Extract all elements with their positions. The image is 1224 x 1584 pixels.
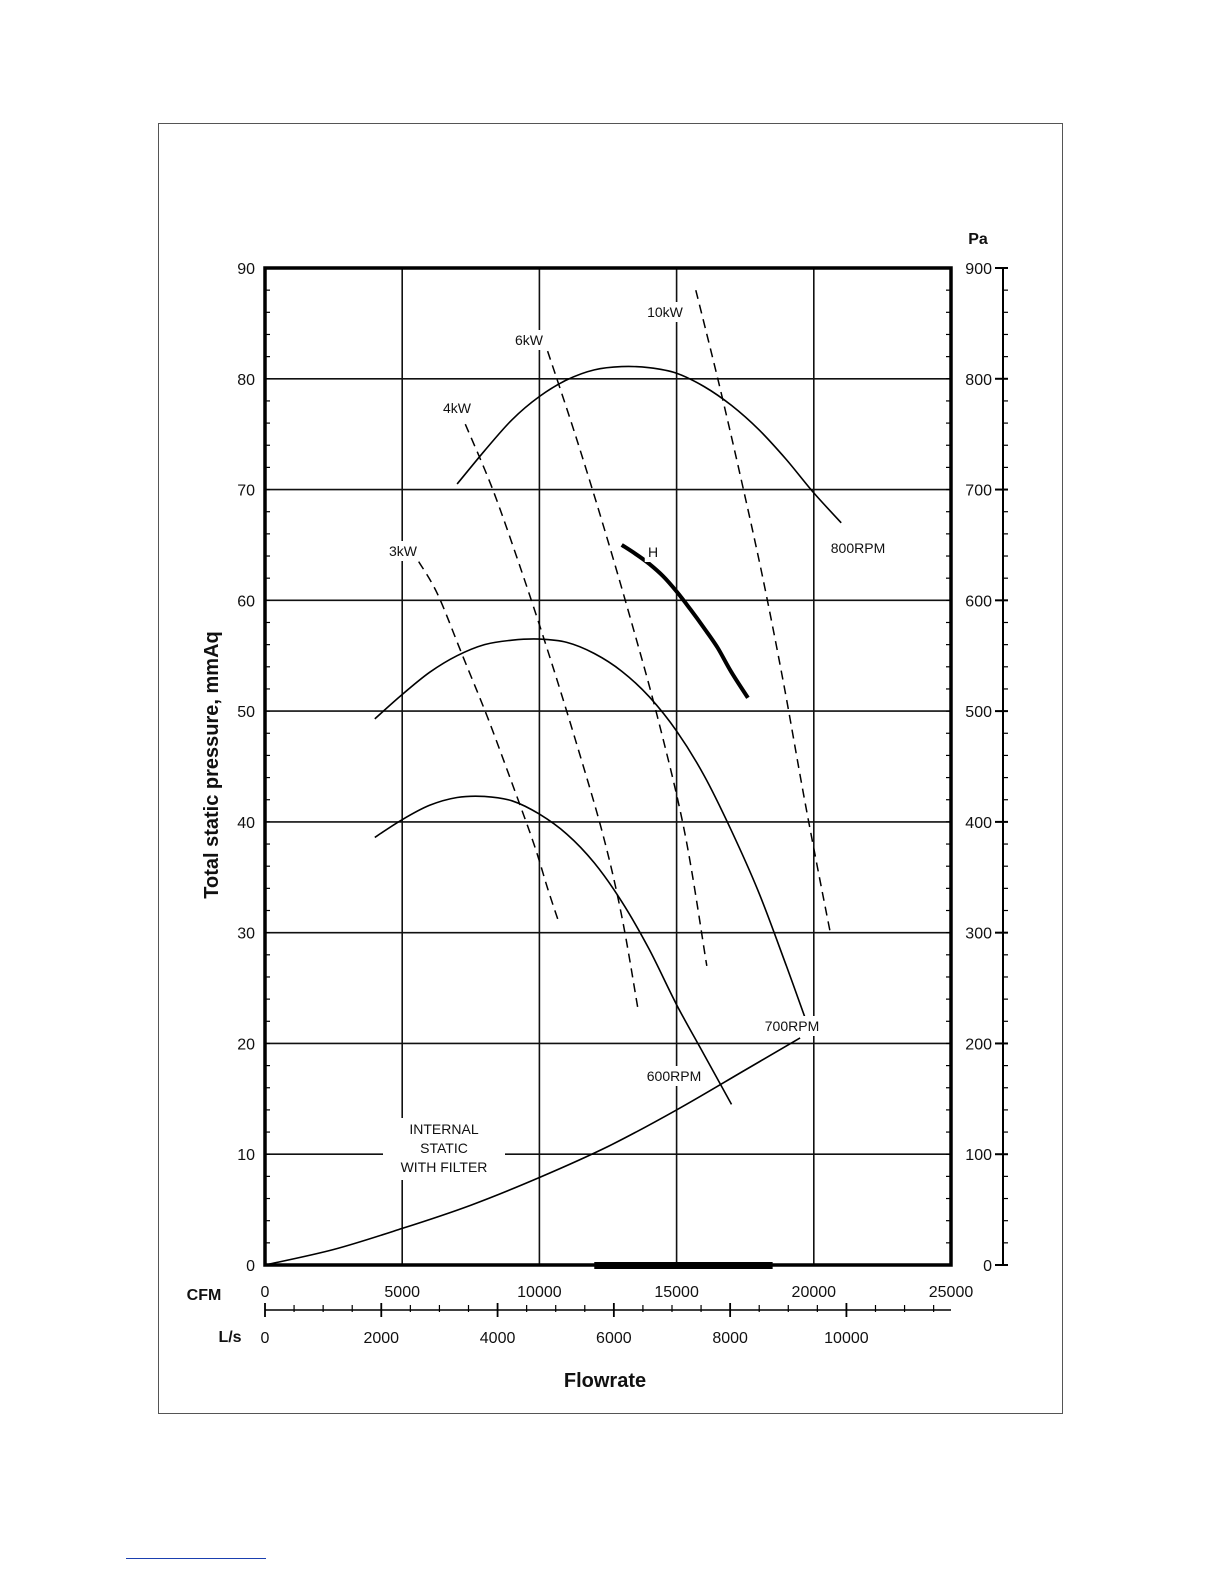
series-label-800rpm: 800RPM <box>830 540 886 556</box>
y2-tick-label: 100 <box>965 1147 992 1165</box>
series-label-h: H <box>647 544 659 560</box>
x-tick-label: 5000 <box>384 1284 420 1301</box>
x2-tick-label: 2000 <box>363 1330 400 1347</box>
series-line-6kw <box>548 351 707 966</box>
y2-tick-label: 600 <box>965 593 992 611</box>
x2-tick-label: 0 <box>260 1330 270 1347</box>
y-tick-label: 20 <box>237 1036 255 1054</box>
y-tick-label: 0 <box>246 1258 255 1275</box>
x2-tick-label: 8000 <box>712 1330 748 1347</box>
y2-axis-unit-label: Pa <box>968 231 988 248</box>
footer-rule <box>126 1558 266 1559</box>
y2-tick-label: 500 <box>965 704 992 722</box>
x-tick-label: 25000 <box>928 1284 974 1301</box>
y-axis-title: Total static pressure, mmAq <box>201 631 223 899</box>
series-line-3kw <box>419 562 559 922</box>
series-label-700rpm: 700RPM <box>764 1018 820 1034</box>
y2-tick-label: 700 <box>965 482 992 500</box>
series-group <box>265 290 841 1265</box>
y-tick-label: 90 <box>237 261 255 278</box>
series-line-h <box>622 545 748 698</box>
internal-static-label-line: WITH FILTER <box>400 1159 488 1175</box>
grid <box>265 268 951 1265</box>
plot-border <box>265 268 951 1265</box>
internal-static-label-line: STATIC <box>420 1140 468 1156</box>
operating-range-bar <box>594 1262 772 1269</box>
y2-tick-label: 900 <box>965 261 992 278</box>
series-label-600rpm: 600RPM <box>646 1068 702 1084</box>
series-line-4kw <box>465 424 638 1010</box>
x-tick-label: 10000 <box>517 1284 562 1301</box>
x-axis-name-ls: L/s <box>218 1329 242 1346</box>
internal-static-label-line: INTERNAL <box>409 1121 479 1137</box>
y-tick-label: 60 <box>237 593 255 611</box>
series-line-internal-static-with-filter <box>265 1038 800 1265</box>
y-tick-label: 10 <box>237 1147 255 1165</box>
series-label-3kw: 3kW <box>389 543 417 559</box>
y2-tick-label: 300 <box>965 925 992 943</box>
x-axis-title: Flowrate <box>563 1370 647 1392</box>
x-axis-name-cfm: CFM <box>186 1287 222 1304</box>
x-tick-label: 15000 <box>654 1284 699 1301</box>
y2-tick-label: 0 <box>983 1258 992 1275</box>
y-tick-label: 80 <box>237 371 255 389</box>
y-tick-label: 30 <box>237 925 255 943</box>
y-tick-label: 50 <box>237 704 255 722</box>
series-label-10kw: 10kW <box>647 304 683 320</box>
y2-tick-label: 800 <box>965 371 992 389</box>
series-label-4kw: 4kW <box>443 400 471 416</box>
series-line-600rpm <box>375 796 732 1104</box>
x2-tick-label: 6000 <box>596 1330 632 1347</box>
series-line-800rpm <box>457 366 841 522</box>
x2-tick-label: 10000 <box>824 1330 869 1347</box>
x-tick-label: 20000 <box>791 1284 837 1301</box>
series-line-10kw <box>696 290 831 933</box>
y2-tick-label: 400 <box>965 814 992 832</box>
x-tick-label: 0 <box>260 1284 270 1301</box>
y2-tick-label: 200 <box>965 1036 992 1054</box>
labels <box>383 302 888 1180</box>
series-label-6kw: 6kW <box>515 332 543 348</box>
x2-tick-label: 4000 <box>479 1330 516 1347</box>
series-line-700rpm <box>375 639 809 1027</box>
y-tick-label: 40 <box>237 814 255 832</box>
y-tick-label: 70 <box>237 482 255 500</box>
